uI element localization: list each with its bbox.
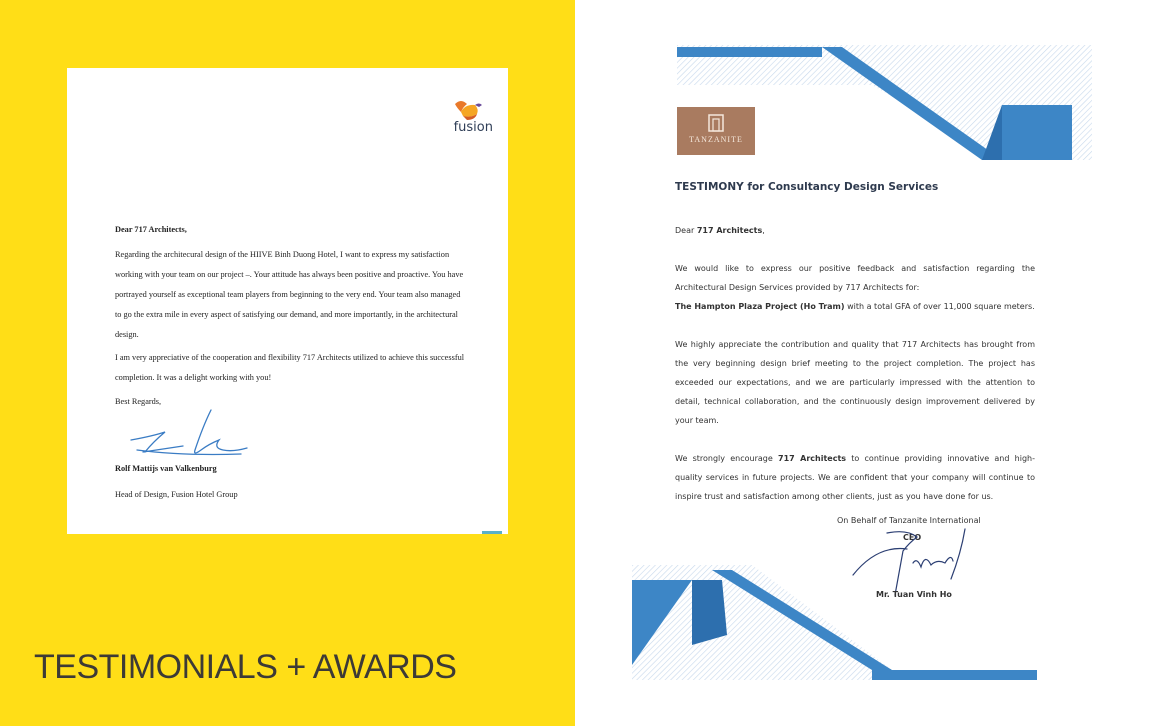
tanzanite-project-line	[675, 297, 1035, 316]
tanzanite-signer-name: Mr. Tuan Vinh Ho	[876, 590, 952, 599]
tanzanite-paragraph-3	[675, 449, 1035, 506]
fusion-paragraph-2: I am very appreciative of the cooperation and flexibility 717 Architects utilized to achieve this successful completion. It was a delight working with you!	[115, 353, 465, 382]
tanzanite-monogram-icon	[706, 113, 726, 133]
fusion-signer-title: Head of Design, Fusion Hotel Group	[115, 490, 238, 499]
fusion-greeting: Dear 717 Architects,	[115, 225, 187, 234]
tanzanite-signer-role: CEO	[903, 533, 922, 542]
paragraph-3-company: 717 Architects	[778, 454, 847, 463]
tanzanite-letter-body	[675, 221, 1035, 525]
greeting-company: 717 Architects	[696, 226, 763, 235]
tanzanite-greeting	[675, 221, 1035, 240]
fusion-closing: Best Regards,	[115, 397, 162, 406]
greeting-prefix: Dear	[675, 226, 697, 235]
fusion-corner-mark	[482, 531, 502, 534]
fusion-signature-icon	[123, 406, 253, 466]
tanzanite-logo-text: TANZANITE	[689, 135, 743, 144]
project-name: The Hampton Plaza Project (Ho Tram)	[675, 302, 845, 311]
project-details: with a total GFA of over 11,000 square meters.	[844, 302, 1035, 311]
fusion-letter-body	[115, 220, 465, 412]
tanzanite-on-behalf: On Behalf of Tanzanite International	[837, 516, 981, 525]
fusion-signer-name: Rolf Mattijs van Valkenburg	[115, 464, 217, 473]
tanzanite-testimonial-letter	[632, 45, 1092, 680]
fusion-logo-text: fusion	[453, 120, 493, 135]
paragraph-3-rest: to continue providing innovative and high-quality services in future projects. We are confident that your company will continue to inspire trust and satisfaction among other clients, just as you have done for us.	[675, 454, 1035, 501]
fusion-testimonial-letter	[67, 68, 508, 534]
fusion-paragraph-1: Regarding the architecural design of the HIIVE Binh Duong Hotel, I want to express my satisfaction working with your team on our project –. Your attitude has always been positive and proactive. You have portrayed yourself as exceptional team players from beginning to the very end. Your team also managed to go the extra mile in every aspect of satisfying our demand, and more importantly, in the architectural design.	[115, 250, 464, 339]
tanzanite-letter-title: TESTIMONY for Consultancy Design Services	[675, 181, 939, 193]
section-title: TESTIMONIALS + AWARDS	[34, 648, 457, 686]
tanzanite-paragraph-2: We highly appreciate the contribution and quality that 717 Architects has brought from the very beginning design brief meeting to the project completion. The project has exceeded our expectations, and we are particularly impressed with the attention to detail, technical collaboration, and the continuously design improvement delivered by your team.	[675, 340, 1035, 425]
tanzanite-logo	[677, 107, 755, 155]
greeting-suffix: ,	[762, 226, 765, 235]
tanzanite-paragraph-1: We would like to express our positive feedback and satisfaction regarding the Architectural Design Services provided by 717 Architects for:	[675, 264, 1035, 292]
paragraph-3-prefix: We strongly encourage	[675, 454, 778, 463]
